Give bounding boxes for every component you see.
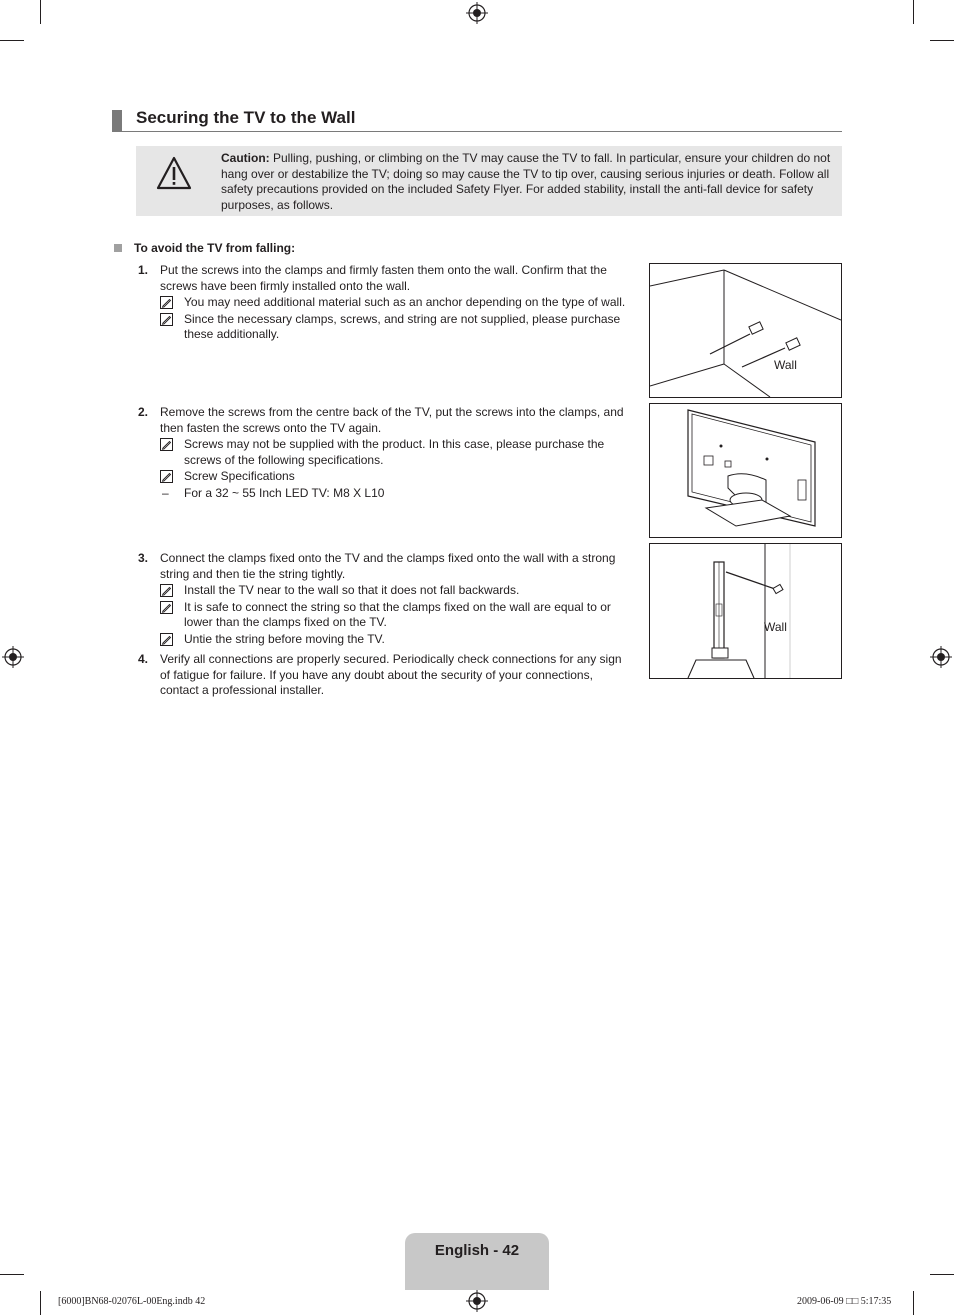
note-text: You may need additional material such as an anchor depending on the type of wall. bbox=[184, 295, 626, 309]
page-title: Securing the TV to the Wall bbox=[136, 108, 356, 127]
screw-spec-text: For a 32 ~ 55 Inch LED TV: M8 X L10 bbox=[184, 485, 385, 500]
note bbox=[160, 632, 628, 648]
registration-mark-icon bbox=[466, 1290, 488, 1312]
warning-triangle-icon bbox=[156, 156, 192, 190]
crop-mark bbox=[0, 1274, 24, 1275]
crop-mark bbox=[930, 40, 954, 41]
note-pencil-icon bbox=[160, 438, 173, 451]
page-number-tab bbox=[405, 1233, 549, 1290]
step-1 bbox=[136, 263, 628, 343]
step-text: Connect the clamps fixed onto the TV and the clamps fixed onto the wall with a strong string and then tie the string tightly. bbox=[160, 551, 616, 581]
note-text: Install the TV near to the wall so that it does not fall backwards. bbox=[184, 583, 520, 597]
tv-side-illustration bbox=[650, 544, 841, 678]
figure-tv-back bbox=[649, 403, 842, 538]
registration-mark-icon bbox=[466, 2, 488, 24]
note bbox=[160, 583, 628, 599]
title-accent-bar bbox=[112, 110, 122, 132]
note bbox=[160, 312, 628, 343]
registration-mark-icon bbox=[2, 646, 24, 668]
crop-mark bbox=[913, 0, 914, 24]
step-4 bbox=[136, 652, 628, 699]
caution-body: Pulling, pushing, or climbing on the TV may cause the TV to fall. In particular, ensure your children do not hang over or destabilize the TV; doing so may cause the TV to tip over, causing serious injuries or death. Follow all safety precautions provided on the included Safety Flyer. For added stability, install the anti-fall device for safety purposes, as follows. bbox=[221, 151, 831, 212]
title-rule bbox=[112, 131, 842, 132]
registration-mark-icon bbox=[930, 646, 952, 668]
note-pencil-icon bbox=[160, 601, 173, 614]
wall-label: Wall bbox=[764, 620, 787, 634]
note-text: Screw Specifications bbox=[184, 469, 295, 483]
wall-label: Wall bbox=[774, 358, 797, 372]
step-text: Put the screws into the clamps and firmly fasten them onto the wall. Confirm that the screws have been firmly installed onto the wall. bbox=[160, 263, 607, 293]
figure-tv-string bbox=[649, 543, 842, 679]
caution-box bbox=[136, 146, 842, 216]
section-heading bbox=[114, 241, 295, 255]
note-pencil-icon bbox=[160, 313, 173, 326]
note-text: Since the necessary clamps, screws, and string are not supplied, please purchase these additionally. bbox=[184, 311, 621, 341]
note bbox=[160, 295, 628, 311]
file-slug: [6000]BN68-02076L-00Eng.indb 42 bbox=[58, 1296, 206, 1307]
step-text: Verify all connections are properly secured. Periodically check connections for any sign of fatigue for failure. If you have any doubt about the security of your connections, contact a professional installer. bbox=[160, 652, 622, 697]
section-heading-text: To avoid the TV from falling: bbox=[134, 241, 296, 255]
figure-wall-clamps bbox=[649, 263, 842, 398]
note-pencil-icon bbox=[160, 470, 173, 483]
note-pencil-icon bbox=[160, 633, 173, 646]
note bbox=[160, 469, 628, 485]
page-number: English - 42 bbox=[434, 1242, 520, 1259]
note-text: It is safe to connect the string so that the clamps fixed on the wall are equal to or lower than the clamps fixed on the TV. bbox=[184, 599, 611, 629]
note-pencil-icon bbox=[160, 296, 173, 309]
timestamp-slug: 2009-06-09 □□ 5:17:35 bbox=[797, 1296, 892, 1307]
note-text: Screws may not be supplied with the product. In this case, please purchase the screws of the following specifications. bbox=[184, 437, 605, 467]
crop-mark bbox=[913, 1291, 914, 1315]
note-text: Untie the string before moving the TV. bbox=[184, 631, 385, 646]
step-number: 3. bbox=[138, 551, 149, 565]
crop-mark bbox=[40, 0, 41, 24]
note-pencil-icon bbox=[160, 584, 173, 597]
wall-corner-illustration bbox=[650, 264, 841, 397]
tv-back-illustration bbox=[650, 404, 841, 537]
crop-mark bbox=[930, 1274, 954, 1275]
step-3 bbox=[136, 551, 628, 647]
crop-mark bbox=[0, 40, 24, 41]
step-2 bbox=[136, 405, 628, 501]
note bbox=[160, 437, 628, 468]
bullet-square-icon bbox=[114, 244, 122, 252]
crop-mark bbox=[40, 1291, 41, 1315]
screw-spec-item bbox=[160, 486, 628, 502]
step-number: 4. bbox=[138, 652, 149, 666]
dash-mark: – bbox=[162, 485, 169, 500]
caution-text bbox=[221, 151, 831, 213]
step-number: 1. bbox=[138, 263, 149, 277]
caution-label: Caution: bbox=[221, 151, 270, 165]
step-number: 2. bbox=[138, 405, 149, 419]
step-text: Remove the screws from the centre back of the TV, put the screws into the clamps, and then fasten the screws onto the TV again. bbox=[160, 405, 624, 435]
note bbox=[160, 600, 628, 631]
